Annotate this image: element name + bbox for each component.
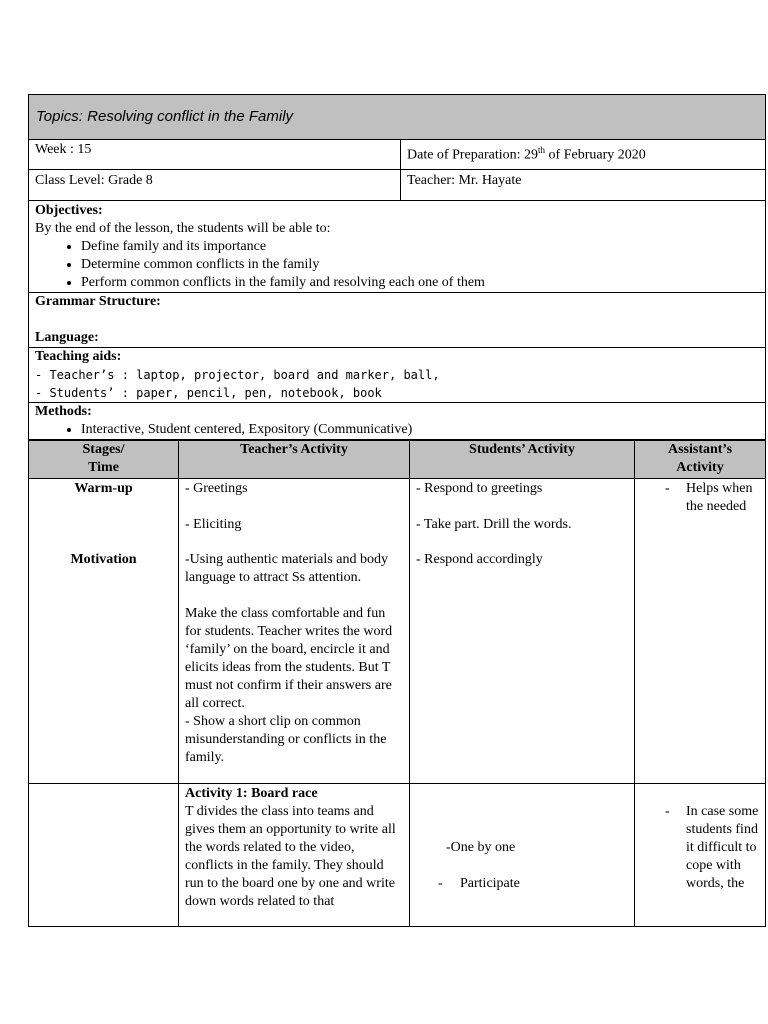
- header-teacher-activity: Teacher’s Activity: [179, 441, 410, 479]
- class-level-cell: Class Level: Grade 8: [29, 170, 401, 201]
- student-one-by-one: -One by one: [446, 840, 516, 855]
- date-prefix: Date of Preparation: 29: [407, 147, 539, 163]
- teacher-eliciting: - Eliciting: [185, 517, 242, 532]
- assistant-in-case: In case some students find it difficult to cope with words, the: [686, 804, 759, 891]
- header-assistant-line1: Assistant’s: [667, 442, 733, 457]
- teaching-aids-title: Teaching aids:: [35, 349, 122, 364]
- objectives-section: [29, 201, 766, 293]
- date-superscript: th: [538, 145, 546, 155]
- assistant-helps: Helps when the needed: [686, 481, 753, 514]
- student-participate: Participate: [460, 876, 520, 891]
- stage-cell: [29, 479, 179, 784]
- assistant-dash: -: [665, 804, 670, 819]
- week-cell: Week : 15: [29, 140, 401, 170]
- teaching-aids-section: [29, 348, 766, 403]
- methods-list: [35, 421, 759, 439]
- header-assistant-activity: [635, 441, 766, 479]
- stage-cell-empty: [29, 784, 179, 927]
- teaching-aids-students: - Students’ : paper, pencil, pen, notebook, book: [35, 386, 382, 400]
- header-stages-line2: Time: [88, 460, 119, 475]
- student-respond-greetings: - Respond to greetings: [416, 481, 543, 496]
- teacher-activity-cell: [179, 479, 410, 784]
- objectives-title: Objectives:: [35, 203, 103, 218]
- students-activity-cell: [410, 784, 635, 927]
- teacher-activity-cell: [179, 784, 410, 927]
- assistant-activity-cell: [635, 479, 766, 784]
- objective-item: • Determine common conflicts in the family: [81, 256, 759, 274]
- header-stages: [29, 441, 179, 479]
- lesson-plan-document: [28, 94, 765, 927]
- methods-section: [29, 403, 766, 440]
- methods-title: Methods:: [35, 404, 92, 419]
- teacher-comfortable: Make the class comfortable and fun for students. Teacher writes the word ‘family’ on the board, encircle it and elicits ideas from the students. But T must not confirm if their answers are all correct.: [185, 606, 393, 711]
- grammar-label: Grammar Structure:: [35, 294, 161, 309]
- objectives-intro: By the end of the lesson, the students will be able to:: [35, 221, 331, 236]
- students-activity-cell: [410, 479, 635, 784]
- objectives-list: [35, 238, 759, 292]
- header-assistant-line2: Activity: [676, 460, 724, 475]
- date-suffix: of February 2020: [545, 147, 646, 163]
- student-drill-words: - Take part. Drill the words.: [416, 517, 572, 532]
- assistant-dash: -: [665, 481, 670, 496]
- stage-warmup: Warm-up: [74, 481, 133, 496]
- activities-table: [28, 440, 766, 927]
- teacher-board-race: T divides the class into teams and gives them an opportunity to write all the words related to the video, conflicts in the family. They should run to the board one by one and write down words related to that: [185, 804, 396, 909]
- topic-heading: Topics: Resolving conflict in the Family: [29, 95, 766, 140]
- teaching-aids-teacher: - Teacher’s : laptop, projector, board and marker, ball,: [35, 368, 440, 382]
- grammar-language-section: [29, 293, 766, 348]
- assistant-activity-cell: [635, 784, 766, 927]
- header-students-activity: Students’ Activity: [410, 441, 635, 479]
- teacher-cell: Teacher: Mr. Hayate: [401, 170, 766, 201]
- student-dash: -: [438, 876, 443, 891]
- student-respond-accordingly: - Respond accordingly: [416, 552, 543, 567]
- stage-motivation: Motivation: [70, 552, 137, 567]
- objective-item: • Define family and its importance: [81, 238, 759, 256]
- teacher-authentic-materials: -Using authentic materials and body language to attract Ss attention.: [185, 552, 388, 585]
- date-cell: [401, 140, 766, 170]
- objective-item: • Perform common conflicts in the family and resolving each one of them: [81, 274, 759, 292]
- header-stages-line1: Stages/: [82, 442, 125, 457]
- activity-board-race-title: Activity 1: Board race: [185, 786, 318, 801]
- lesson-header-table: [28, 94, 766, 440]
- language-label: Language:: [35, 330, 99, 345]
- method-item: • Interactive, Student centered, Expository (Communicative): [81, 421, 759, 439]
- teacher-greetings: - Greetings: [185, 481, 248, 496]
- teacher-show-clip: - Show a short clip on common misunderstanding or conflicts in the family.: [185, 714, 387, 765]
- student-participate-line: [416, 875, 628, 893]
